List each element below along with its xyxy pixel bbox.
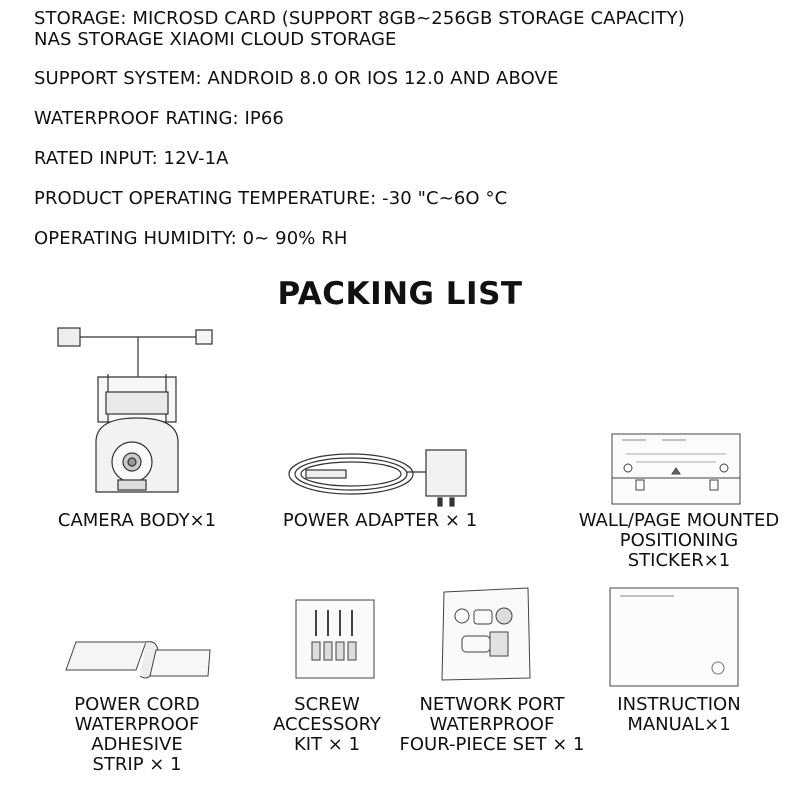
camera-body-image xyxy=(48,322,228,502)
power-adapter-image xyxy=(286,440,476,508)
caption-line: WATERPROOF xyxy=(429,714,555,735)
caption-line: CAMERA BODY×1 xyxy=(57,510,217,531)
caption-line: ACCESSORY xyxy=(273,714,381,735)
packing-list-title: PACKING LIST xyxy=(277,276,523,312)
spec-storage-line2: NAS STORAGE XIAOMI CLOUD STORAGE xyxy=(34,29,397,50)
caption-line: WATERPROOF xyxy=(74,714,200,735)
caption-line: POWER CORD xyxy=(74,694,200,715)
caption-line: KIT × 1 xyxy=(293,734,361,755)
network-port-set-image xyxy=(440,586,532,682)
adhesive-strip-image xyxy=(60,636,214,682)
positioning-sticker-image xyxy=(606,428,746,508)
spec-operating-humidity: OPERATING HUMIDITY: 0~ 90% RH xyxy=(34,228,348,249)
caption-line: SCREW xyxy=(294,694,360,715)
caption-line: FOUR-PIECE SET × 1 xyxy=(399,734,585,755)
caption-power-adapter xyxy=(267,511,493,531)
spec-operating-temperature: PRODUCT OPERATING TEMPERATURE: -30 "C~6O °C xyxy=(34,188,508,209)
caption-line: STICKER×1 xyxy=(627,550,731,571)
caption-line: POSITIONING xyxy=(619,530,739,551)
spec-storage-line1: STORAGE: MICROSD CARD (SUPPORT 8GB~256GB STORAGE CAPACITY) xyxy=(34,8,685,29)
screw-kit-image xyxy=(292,596,378,682)
caption-screw-kit xyxy=(260,695,394,755)
caption-camera-body xyxy=(37,511,237,531)
caption-line: MANUAL×1 xyxy=(627,714,731,735)
caption-line: ADHESIVE xyxy=(91,734,183,755)
caption-network-port-set xyxy=(382,695,602,755)
caption-line: POWER ADAPTER × 1 xyxy=(282,510,478,531)
caption-line: INSTRUCTION xyxy=(617,694,741,715)
spec-rated-input: RATED INPUT: 12V-1A xyxy=(34,148,229,169)
caption-positioning-sticker xyxy=(565,511,793,571)
instruction-manual-image xyxy=(604,584,744,690)
caption-line: NETWORK PORT xyxy=(419,694,565,715)
caption-line: STRIP × 1 xyxy=(92,754,182,775)
caption-line: WALL/PAGE MOUNTED xyxy=(578,510,780,531)
caption-instruction-manual xyxy=(594,695,764,735)
caption-adhesive-strip xyxy=(47,695,227,775)
spec-support-system: SUPPORT SYSTEM: ANDROID 8.0 OR IOS 12.0 AND ABOVE xyxy=(34,68,559,89)
spec-waterproof-rating: WATERPROOF RATING: IP66 xyxy=(34,108,284,129)
